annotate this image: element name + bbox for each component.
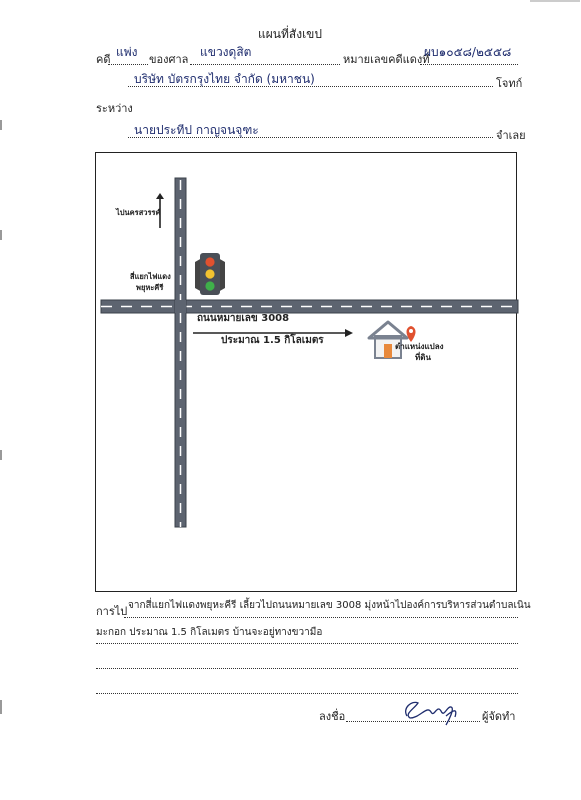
north-destination-label: ไปนครสวรรค์ (116, 208, 161, 217)
defendant-role: จำเลย (496, 129, 526, 142)
plaintiff-role: โจทก์ (496, 77, 523, 90)
defendant-name: นายประทีป กาญจนจุฑะ (134, 123, 259, 137)
document-title: แผนที่สังเขป (258, 27, 322, 41)
destination-label-line1: ตำแหน่งแปลง (395, 342, 444, 351)
between-label: ระหว่าง (96, 102, 133, 115)
court-name-value: แขวงดุสิต (200, 45, 252, 59)
road-name-label: ถนนหมายเลข 3008 (197, 313, 290, 324)
destination-label-line2: ที่ดิน (415, 353, 431, 362)
junction-label-line1: สี่แยกไฟแดง (130, 272, 171, 281)
case-number-label: หมายเลขคดีแดงที่ (343, 53, 430, 66)
plaintiff-name: บริษัท บัตรกรุงไทย จำกัด (มหาชน) (134, 72, 315, 86)
signature-role: ผู้จัดทำ (482, 710, 516, 723)
court-label: ของศาล (149, 53, 189, 66)
directions-text-1: จากสี่แยกไฟแดงพยุหะคีรี เลี้ยวไปถนนหมายเลข 3008 มุ่งหน้าไปองค์การบริหารส่วนตำบลเนิน (128, 600, 531, 611)
case-label: คดี (96, 53, 111, 66)
junction-label-line2: พยุหะคีรี (136, 283, 164, 292)
directions-label: การไป (96, 605, 128, 618)
distance-label: ประมาณ 1.5 กิโลเมตร (221, 335, 324, 346)
case-number-value: ผบ๑๐๕๘/๒๕๕๘ (424, 45, 512, 59)
directions-text-2: มะกอก ประมาณ 1.5 กิโลเมตร บ้านจะอยู่ทางขวามือ (96, 627, 323, 638)
case-type-value: แพ่ง (116, 45, 138, 59)
signature-label: ลงชื่อ (319, 710, 346, 723)
